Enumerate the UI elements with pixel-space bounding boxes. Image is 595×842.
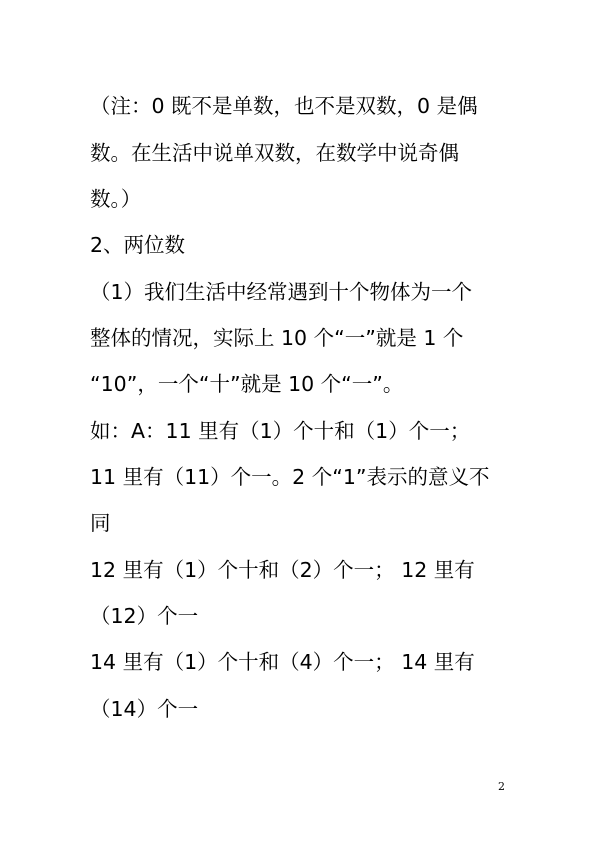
text-line-example-5: （12）个一: [90, 604, 199, 628]
text-line-example-7: （14）个一: [90, 697, 199, 721]
text-line-note-2: 数。在生活中说单双数，在数学中说奇偶: [90, 141, 459, 165]
text-line-paragraph-3: “10”，一个“十”就是 10 个“一”。: [90, 372, 404, 396]
page-number: 2: [498, 780, 505, 793]
text-line-example-1: 如：A：11 里有（1）个十和（1）个一；: [90, 419, 471, 443]
text-line-note-3: 数。）: [90, 187, 142, 211]
text-line-example-4: 12 里有（1）个十和（2）个一； 12 里有: [90, 558, 475, 582]
text-line-paragraph-1: （1）我们生活中经常遇到十个物体为一个: [90, 280, 473, 304]
section-heading: 2、两位数: [90, 233, 186, 257]
text-line-paragraph-2: 整体的情况，实际上 10 个“一”就是 1 个: [90, 326, 464, 350]
text-line-example-6: 14 里有（1）个十和（4）个一； 14 里有: [90, 650, 475, 674]
text-line-note-1: （注：0 既不是单数，也不是双数，0 是偶: [90, 94, 478, 118]
text-line-example-2: 11 里有（11）个一。2 个“1”表示的意义不: [90, 465, 490, 489]
text-line-example-3: 同: [90, 511, 111, 535]
